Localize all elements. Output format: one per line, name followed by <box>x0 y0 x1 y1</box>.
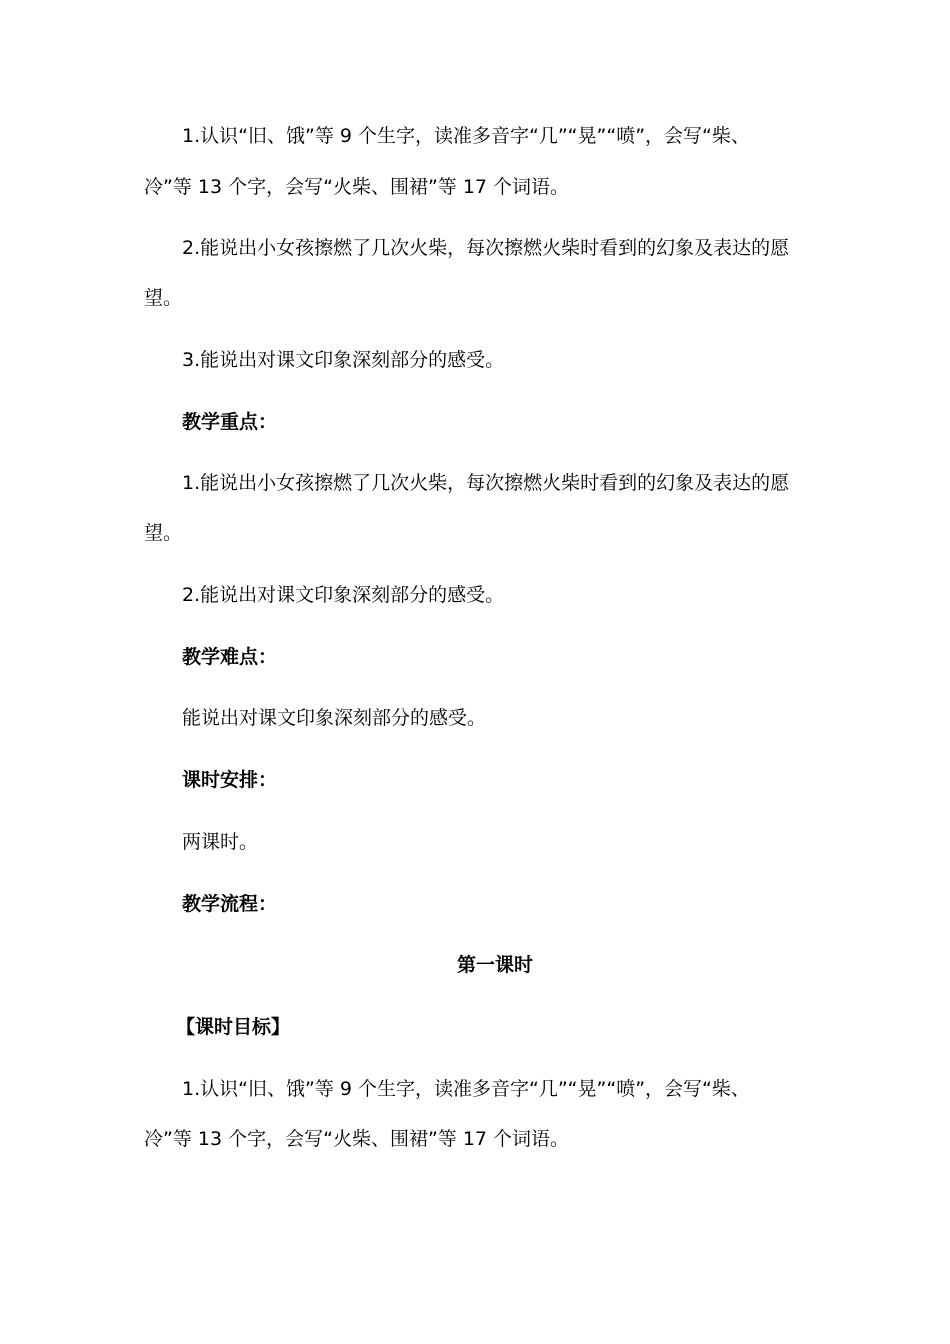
key-points-heading: 教学重点： <box>182 411 278 433</box>
objective-2-line-2: 望。 <box>144 287 183 309</box>
difficulty-text: 能说出对课文印象深刻部分的感受。 <box>182 707 487 729</box>
lesson-goal-heading: 【课时目标】 <box>176 1016 291 1038</box>
key-point-1-line-2: 望。 <box>144 522 183 544</box>
lesson-goal-1-line-1: 1.认识“旧、饿”等 9 个生字，读准多音字“几”“晃”“喷”，会写“柴、 <box>182 1078 750 1100</box>
objective-3: 3.能说出对课文印象深刻部分的感受。 <box>182 349 505 371</box>
difficulty-heading: 教学难点： <box>182 646 278 668</box>
schedule-text: 两课时。 <box>182 831 259 853</box>
objective-1-line-2: 冷”等 13 个字，会写“火柴、围裙”等 17 个词语。 <box>144 176 570 198</box>
lesson-goal-1-line-2: 冷”等 13 个字，会写“火柴、围裙”等 17 个词语。 <box>144 1128 570 1150</box>
lesson-title: 第一课时 <box>456 954 533 976</box>
objective-2-line-1: 2.能说出小女孩擦燃了几次火柴，每次擦燃火柴时看到的幻象及表达的愿 <box>182 237 790 259</box>
process-heading: 教学流程： <box>182 893 278 915</box>
key-point-2: 2.能说出对课文印象深刻部分的感受。 <box>182 584 505 606</box>
key-point-1-line-1: 1.能说出小女孩擦燃了几次火柴，每次擦燃火柴时看到的幻象及表达的愿 <box>182 472 790 494</box>
objective-1-line-1: 1.认识“旧、饿”等 9 个生字，读准多音字“几”“晃”“喷”，会写“柴、 <box>182 125 750 147</box>
schedule-heading: 课时安排： <box>182 769 278 791</box>
